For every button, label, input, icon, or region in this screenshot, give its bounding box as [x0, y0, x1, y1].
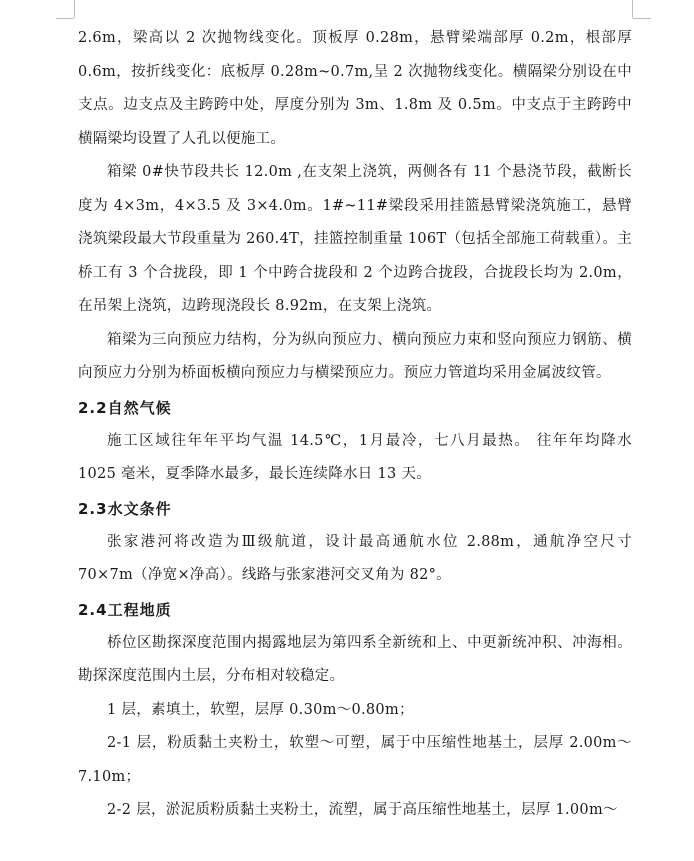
paragraph-geology: 桥位区勘探深度范围内揭露地层为第四系全新统和上、中更新统冲积、冲海相。勘探深度范围内土层，分布相对较稳定。 [78, 634, 632, 684]
paragraph-beam-dimensions: 2.6m，梁高以 2 次抛物线变化。顶板厚 0.28m，悬臂梁端部厚 0.2m，根部厚 0.6m，按折线变化：底板厚 0.28m~0.7m,呈 2 次抛物线变化。横隔梁分别设在中支点。边支点及主跨跨中处，厚度分别为 3m、1.8m 及 0.5m。中支点于主跨跨中横隔梁均设置了人孔以便施工。 [78, 30, 632, 147]
paragraph-layer-2-2: 2-2 层，淤泥质粉质黏土夹粉土，流塑，属于高压缩性地基土，层厚 1.00m～ [107, 802, 618, 818]
document-page [0, 22, 694, 828]
paragraph-climate: 施工区域往年年平均气温 14.5℃，1月最冷，七八月最热。 往年年均降水 1025 毫米，夏季降水最多，最长连续降水日 13 天。 [78, 432, 632, 482]
heading-climate: 2.2自然气候 [78, 398, 172, 417]
crop-mark-left-h [56, 18, 74, 19]
heading-hydrology: 2.3水文条件 [78, 499, 172, 518]
paragraph-layer-1: 1 层，素填土，软塑，层厚 0.30m～0.80m； [107, 701, 414, 718]
paragraph-prestress: 箱梁为三向预应力结构，分为纵向预应力、横向预应力束和竖向预应力钢筋、横向预应力分别为桥面板横向预应力与横梁预应力。预应力管道均采用金属波纹管。 [78, 331, 632, 381]
crop-mark-right [632, 0, 633, 18]
heading-geology: 2.4工程地质 [78, 600, 172, 619]
paragraph-hydrology: 张家港河将改造为Ⅲ级航道，设计最高通航水位 2.88m，通航净空尺寸 70×7m（净宽×净高）。线路与张家港河交叉角为 82°。 [78, 533, 632, 583]
crop-mark-left [74, 0, 75, 18]
crop-mark-right-h [633, 18, 651, 19]
paragraph-segments: 箱梁 0#快节段共长 12.0m ,在支架上浇筑，两侧各有 11 个悬浇节段，截断长度为 4×3m，4×3.5 及 3×4.0m。1#~11#梁段采用挂篮悬臂梁浇筑施工，悬臂浇筑梁段最大节段重量为 260.4T，挂篮控制重量 106T（包括全部施工荷载重）。主桥工有 3 个合拢段，即 1 个中跨合拢段和 2 个边跨合拢段，合拢段长均为 2.0m，在吊架上浇筑，边跨现浇段长 8.92m，在支架上浇筑。 [78, 164, 632, 314]
paragraph-layer-2-1: 2-1 层，粉质黏土夹粉土，软塑～可塑，属于中压缩性地基土，层厚 2.00m～7.10m； [78, 735, 632, 785]
